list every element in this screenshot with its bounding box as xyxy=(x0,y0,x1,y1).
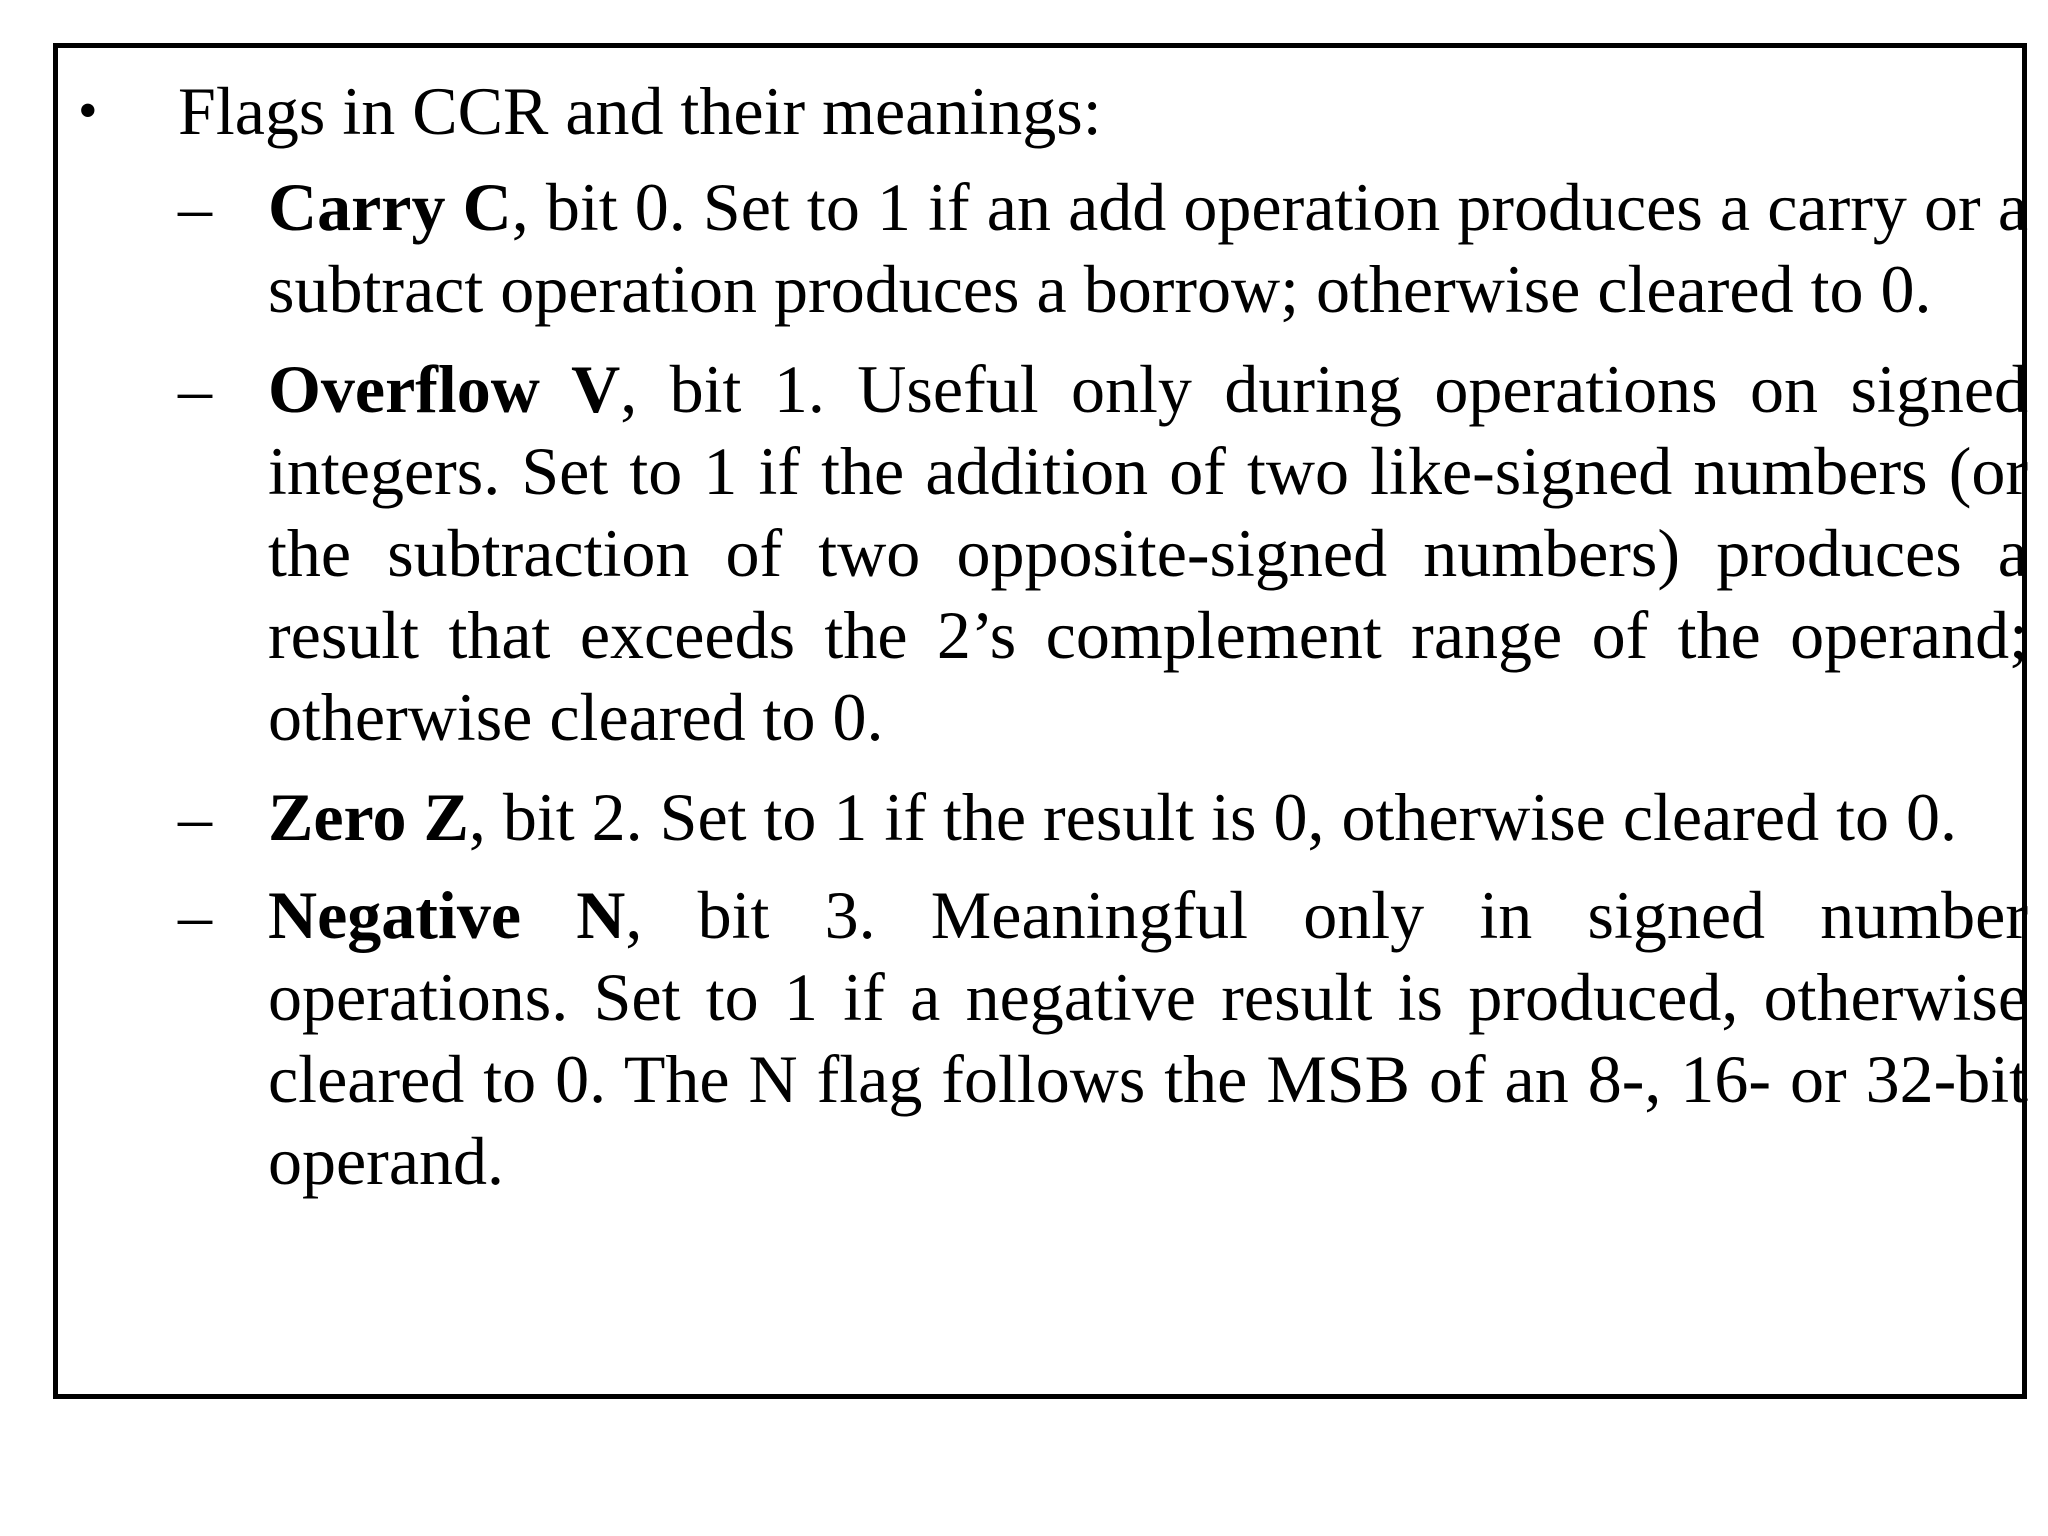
flag-description xyxy=(268,776,2028,858)
bullet-icon: • xyxy=(78,80,98,142)
flag-item-carry xyxy=(178,166,2028,330)
flag-term: Negative N xyxy=(268,877,626,953)
flag-description xyxy=(268,166,2028,330)
flag-detail: , bit 0. Set to 1 if an add operation produces a carry or a subtract operation produces a borrow; otherwise cleared to 0. xyxy=(268,169,2028,327)
flag-item-zero xyxy=(178,776,2012,858)
flag-item-negative xyxy=(178,874,2028,1202)
flag-item-overflow xyxy=(178,348,2029,758)
flag-detail: , bit 2. Set to 1 if the result is 0, otherwise cleared to 0. xyxy=(468,779,1957,855)
dash-icon: – xyxy=(178,351,212,427)
dash-icon: – xyxy=(178,877,212,953)
flag-detail: , bit 1. Useful only during operations on signed integers. Set to 1 if the addition of two like-signed numbers (or the subtraction of two opposite-signed numbers) produces a result that exceeds the 2’s complement range of the operand; otherwise cleared to 0. xyxy=(268,351,2029,755)
flag-detail: , bit 3. Meaningful only in signed number operations. Set to 1 if a negative result is produced, otherwise cleared to 0. The N flag follows the MSB of an 8-, 16- or 32-bit operand. xyxy=(268,877,2028,1199)
flag-description xyxy=(268,874,2028,1202)
flag-description xyxy=(268,348,2028,758)
dash-icon: – xyxy=(178,779,212,855)
flag-term: Zero Z xyxy=(268,779,469,855)
slide-frame xyxy=(53,43,2027,1399)
flag-term: Carry C xyxy=(268,169,512,245)
bullet-heading: Flags in CCR and their meanings: xyxy=(178,73,1102,149)
slide-content xyxy=(58,48,2029,1394)
flag-term: Overflow V xyxy=(268,351,621,427)
dash-icon: – xyxy=(178,169,212,245)
